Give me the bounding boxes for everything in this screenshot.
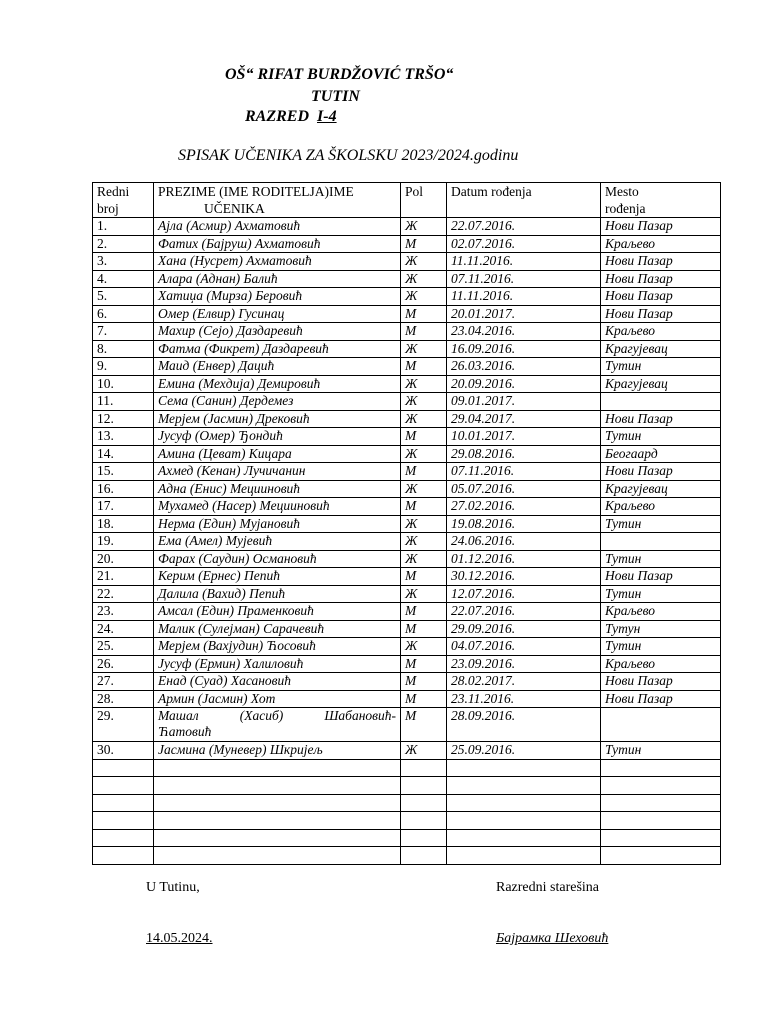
student-dob: 30.12.2016.	[447, 568, 601, 586]
table-row	[93, 533, 721, 551]
student-pob: Нови Пазар	[601, 305, 721, 323]
table-row	[93, 235, 721, 253]
student-name: Далила (Вахид) Пепић	[154, 585, 401, 603]
empty-cell	[93, 847, 154, 865]
student-name: Мерјем (Вахјудин) Ћосовић	[154, 638, 401, 656]
student-dob: 11.11.2016.	[447, 288, 601, 306]
row-number: 21.	[93, 568, 154, 586]
student-dob: 20.01.2017.	[447, 305, 601, 323]
student-sex: Ж	[401, 585, 447, 603]
student-dob: 07.11.2016.	[447, 463, 601, 481]
row-number: 6.	[93, 305, 154, 323]
table-row	[93, 288, 721, 306]
student-pob	[601, 708, 721, 742]
student-pob: Тутин	[601, 428, 721, 446]
table-row	[93, 428, 721, 446]
student-dob: 16.09.2016.	[447, 340, 601, 358]
row-number: 2.	[93, 235, 154, 253]
student-pob: Тутин	[601, 358, 721, 376]
empty-row	[93, 812, 721, 830]
row-number: 29.	[93, 708, 154, 742]
class-prefix: RAZRED	[245, 108, 310, 125]
student-table	[92, 182, 721, 865]
col-header-sex: Pol	[401, 183, 447, 218]
student-pob: Беогаард	[601, 445, 721, 463]
row-number: 3.	[93, 253, 154, 271]
student-dob: 28.02.2017.	[447, 673, 601, 691]
student-sex: М	[401, 708, 447, 742]
row-number: 23.	[93, 603, 154, 621]
student-sex: Ж	[401, 218, 447, 236]
student-pob: Нови Пазар	[601, 410, 721, 428]
table-row	[93, 358, 721, 376]
student-pob: Крагујевац	[601, 340, 721, 358]
table-row	[93, 498, 721, 516]
empty-cell	[93, 794, 154, 812]
student-name	[154, 708, 401, 742]
table-row	[93, 585, 721, 603]
student-name: Фатма (Фикрет) Даздаревић	[154, 340, 401, 358]
table-row	[93, 638, 721, 656]
table-row	[93, 655, 721, 673]
teacher-role: Razredni starešina	[496, 880, 600, 895]
empty-cell	[154, 777, 401, 795]
student-pob: Краљево	[601, 235, 721, 253]
student-pob: Тутин	[601, 638, 721, 656]
empty-cell	[93, 812, 154, 830]
student-pob: Нови Пазар	[601, 218, 721, 236]
student-sex: М	[401, 655, 447, 673]
row-number: 8.	[93, 340, 154, 358]
student-dob: 12.07.2016.	[447, 585, 601, 603]
student-pob: Крагујевац	[601, 480, 721, 498]
col-header-name: PREZIME (IME RODITELJA)IME UČENIKA	[154, 183, 401, 218]
student-pob: Краљево	[601, 603, 721, 621]
empty-cell	[447, 829, 601, 847]
student-sex: Ж	[401, 288, 447, 306]
student-name: Емина (Мехдија) Демировић	[154, 375, 401, 393]
student-sex: Ж	[401, 480, 447, 498]
student-name: Маид (Енвер) Дацић	[154, 358, 401, 376]
student-name: Сема (Санин) Дердемез	[154, 393, 401, 411]
student-dob: 29.04.2017.	[447, 410, 601, 428]
row-number: 1.	[93, 218, 154, 236]
table-row	[93, 375, 721, 393]
table-row	[93, 253, 721, 271]
empty-cell	[154, 812, 401, 830]
table-row	[93, 270, 721, 288]
student-dob: 07.11.2016.	[447, 270, 601, 288]
table-row	[93, 620, 721, 638]
table-row	[93, 445, 721, 463]
student-sex: Ж	[401, 253, 447, 271]
student-sex: М	[401, 620, 447, 638]
empty-cell	[401, 777, 447, 795]
student-pob: Тутин	[601, 550, 721, 568]
student-sex: М	[401, 428, 447, 446]
student-sex: М	[401, 498, 447, 516]
row-number: 10.	[93, 375, 154, 393]
empty-cell	[401, 794, 447, 812]
student-dob: 19.08.2016.	[447, 515, 601, 533]
student-sex: М	[401, 305, 447, 323]
student-sex: Ж	[401, 340, 447, 358]
table-row	[93, 708, 721, 742]
student-sex: М	[401, 235, 447, 253]
student-name: Ахмед (Кенан) Лучичанин	[154, 463, 401, 481]
student-name: Фатих (Бајруш) Ахматовић	[154, 235, 401, 253]
empty-cell	[447, 812, 601, 830]
student-sex: Ж	[401, 445, 447, 463]
student-dob: 26.03.2016.	[447, 358, 601, 376]
student-sex: Ж	[401, 270, 447, 288]
class-name: I-4	[317, 108, 337, 125]
empty-cell	[601, 829, 721, 847]
empty-cell	[601, 812, 721, 830]
student-name: Јасмина (Муневер) Шкријељ	[154, 742, 401, 760]
table-body	[93, 218, 721, 865]
table-row	[93, 515, 721, 533]
empty-cell	[154, 794, 401, 812]
town-name: TUTIN	[311, 88, 360, 105]
empty-cell	[154, 759, 401, 777]
row-number: 17.	[93, 498, 154, 516]
student-dob: 24.06.2016.	[447, 533, 601, 551]
empty-cell	[401, 829, 447, 847]
student-dob: 09.01.2017.	[447, 393, 601, 411]
row-number: 28.	[93, 690, 154, 708]
col-header-pob: Mesto rođenja	[601, 183, 721, 218]
student-dob: 29.08.2016.	[447, 445, 601, 463]
student-dob: 25.09.2016.	[447, 742, 601, 760]
student-pob: Нови Пазар	[601, 253, 721, 271]
student-name: Хатиџа (Мирза) Беровић	[154, 288, 401, 306]
empty-cell	[601, 777, 721, 795]
row-number: 24.	[93, 620, 154, 638]
table-row	[93, 410, 721, 428]
table-row	[93, 323, 721, 341]
student-name: Керим (Ернес) Пепић	[154, 568, 401, 586]
table-row	[93, 603, 721, 621]
student-pob: Нови Пазар	[601, 270, 721, 288]
row-number: 4.	[93, 270, 154, 288]
student-sex: М	[401, 603, 447, 621]
row-number: 25.	[93, 638, 154, 656]
student-sex: М	[401, 568, 447, 586]
student-pob: Нови Пазар	[601, 568, 721, 586]
teacher-name: Бајрамка Шеховић	[496, 931, 609, 946]
row-number: 26.	[93, 655, 154, 673]
school-name: OŠ“ RIFAT BURDŽOVIĆ TRŠO“	[225, 66, 454, 83]
student-sex: М	[401, 463, 447, 481]
student-dob: 04.07.2016.	[447, 638, 601, 656]
row-number: 11.	[93, 393, 154, 411]
student-dob: 11.11.2016.	[447, 253, 601, 271]
empty-cell	[154, 829, 401, 847]
student-name: Ајла (Асмир) Ахматовић	[154, 218, 401, 236]
table-row	[93, 550, 721, 568]
student-name: Енад (Суад) Хасановић	[154, 673, 401, 691]
student-pob: Крагујевац	[601, 375, 721, 393]
student-pob: Краљево	[601, 498, 721, 516]
student-name: Мухамед (Насер) Мецииновић	[154, 498, 401, 516]
row-number: 7.	[93, 323, 154, 341]
row-number: 30.	[93, 742, 154, 760]
empty-cell	[601, 794, 721, 812]
table-row	[93, 393, 721, 411]
empty-cell	[401, 812, 447, 830]
empty-cell	[154, 847, 401, 865]
student-sex: М	[401, 323, 447, 341]
student-name: Малик (Сулејман) Сарачевић	[154, 620, 401, 638]
row-number: 22.	[93, 585, 154, 603]
student-name-line1: Машал (Хасиб) Шабановић-	[158, 708, 396, 723]
student-pob: Нови Пазар	[601, 690, 721, 708]
student-dob: 23.11.2016.	[447, 690, 601, 708]
signature-date: 14.05.2024.	[146, 931, 213, 946]
student-sex: Ж	[401, 515, 447, 533]
student-name: Адна (Енис) Мецииновић	[154, 480, 401, 498]
student-name: Омер (Елвир) Гусинац	[154, 305, 401, 323]
table-row	[93, 742, 721, 760]
table-row	[93, 218, 721, 236]
empty-row	[93, 759, 721, 777]
empty-row	[93, 829, 721, 847]
student-dob: 28.09.2016.	[447, 708, 601, 742]
student-sex: Ж	[401, 393, 447, 411]
empty-cell	[447, 759, 601, 777]
student-sex: М	[401, 358, 447, 376]
row-number: 12.	[93, 410, 154, 428]
row-number: 19.	[93, 533, 154, 551]
student-dob: 02.07.2016.	[447, 235, 601, 253]
student-name: Амина (Цеват) Кицара	[154, 445, 401, 463]
student-name: Јусуф (Ермин) Халиловић	[154, 655, 401, 673]
table-row	[93, 340, 721, 358]
student-pob: Краљево	[601, 323, 721, 341]
table-row	[93, 673, 721, 691]
student-pob: Тутун	[601, 620, 721, 638]
student-dob: 23.04.2016.	[447, 323, 601, 341]
row-number: 27.	[93, 673, 154, 691]
student-pob: Тутин	[601, 585, 721, 603]
student-pob: Нови Пазар	[601, 463, 721, 481]
empty-row	[93, 777, 721, 795]
student-sex: М	[401, 690, 447, 708]
student-dob: 01.12.2016.	[447, 550, 601, 568]
student-dob: 20.09.2016.	[447, 375, 601, 393]
row-number: 14.	[93, 445, 154, 463]
student-pob: Нови Пазар	[601, 288, 721, 306]
empty-row	[93, 794, 721, 812]
student-dob: 27.02.2016.	[447, 498, 601, 516]
student-sex: М	[401, 673, 447, 691]
row-number: 13.	[93, 428, 154, 446]
row-number: 9.	[93, 358, 154, 376]
student-dob: 22.07.2016.	[447, 603, 601, 621]
student-pob	[601, 533, 721, 551]
signature-place: U Tutinu,	[146, 880, 200, 895]
empty-cell	[93, 759, 154, 777]
student-sex: Ж	[401, 410, 447, 428]
row-number: 5.	[93, 288, 154, 306]
empty-cell	[447, 847, 601, 865]
student-sex: Ж	[401, 550, 447, 568]
empty-cell	[401, 759, 447, 777]
student-pob: Нови Пазар	[601, 673, 721, 691]
student-dob: 23.09.2016.	[447, 655, 601, 673]
student-pob: Тутин	[601, 515, 721, 533]
table-row	[93, 690, 721, 708]
empty-cell	[601, 759, 721, 777]
table-row	[93, 463, 721, 481]
empty-row	[93, 847, 721, 865]
table-row	[93, 305, 721, 323]
empty-cell	[447, 777, 601, 795]
student-sex: Ж	[401, 533, 447, 551]
student-name: Махир (Сејо) Даздаревић	[154, 323, 401, 341]
student-name: Јусуф (Омер) Ђондић	[154, 428, 401, 446]
table-header-row	[93, 183, 721, 218]
student-pob: Тутин	[601, 742, 721, 760]
student-name: Нерма (Един) Мујановић	[154, 515, 401, 533]
empty-cell	[93, 777, 154, 795]
student-dob: 10.01.2017.	[447, 428, 601, 446]
row-number: 16.	[93, 480, 154, 498]
student-pob: Краљево	[601, 655, 721, 673]
student-sex: Ж	[401, 742, 447, 760]
table-row	[93, 480, 721, 498]
student-name: Амсал (Един) Праменковић	[154, 603, 401, 621]
student-sex: Ж	[401, 638, 447, 656]
student-name: Ема (Амел) Мујевић	[154, 533, 401, 551]
col-header-number: Redni broj	[93, 183, 154, 218]
student-name: Алара (Аднан) Балић	[154, 270, 401, 288]
student-dob: 05.07.2016.	[447, 480, 601, 498]
student-name-line2: Ћатовић	[158, 724, 212, 739]
student-name: Армин (Јасмин) Хот	[154, 690, 401, 708]
student-name: Мерјем (Јасмин) Дрековић	[154, 410, 401, 428]
class-line	[245, 108, 337, 126]
table-row	[93, 568, 721, 586]
student-dob: 22.07.2016.	[447, 218, 601, 236]
empty-cell	[601, 847, 721, 865]
student-name: Фарах (Саудин) Османовић	[154, 550, 401, 568]
empty-cell	[447, 794, 601, 812]
empty-cell	[93, 829, 154, 847]
row-number: 18.	[93, 515, 154, 533]
student-pob	[601, 393, 721, 411]
student-dob: 29.09.2016.	[447, 620, 601, 638]
student-name: Хана (Нусрет) Ахматовић	[154, 253, 401, 271]
col-header-dob: Datum rođenja	[447, 183, 601, 218]
document-title: SPISAK UČENIKA ZA ŠKOLSKU 2023/2024.godinu	[178, 147, 519, 164]
row-number: 20.	[93, 550, 154, 568]
student-sex: Ж	[401, 375, 447, 393]
empty-cell	[401, 847, 447, 865]
row-number: 15.	[93, 463, 154, 481]
